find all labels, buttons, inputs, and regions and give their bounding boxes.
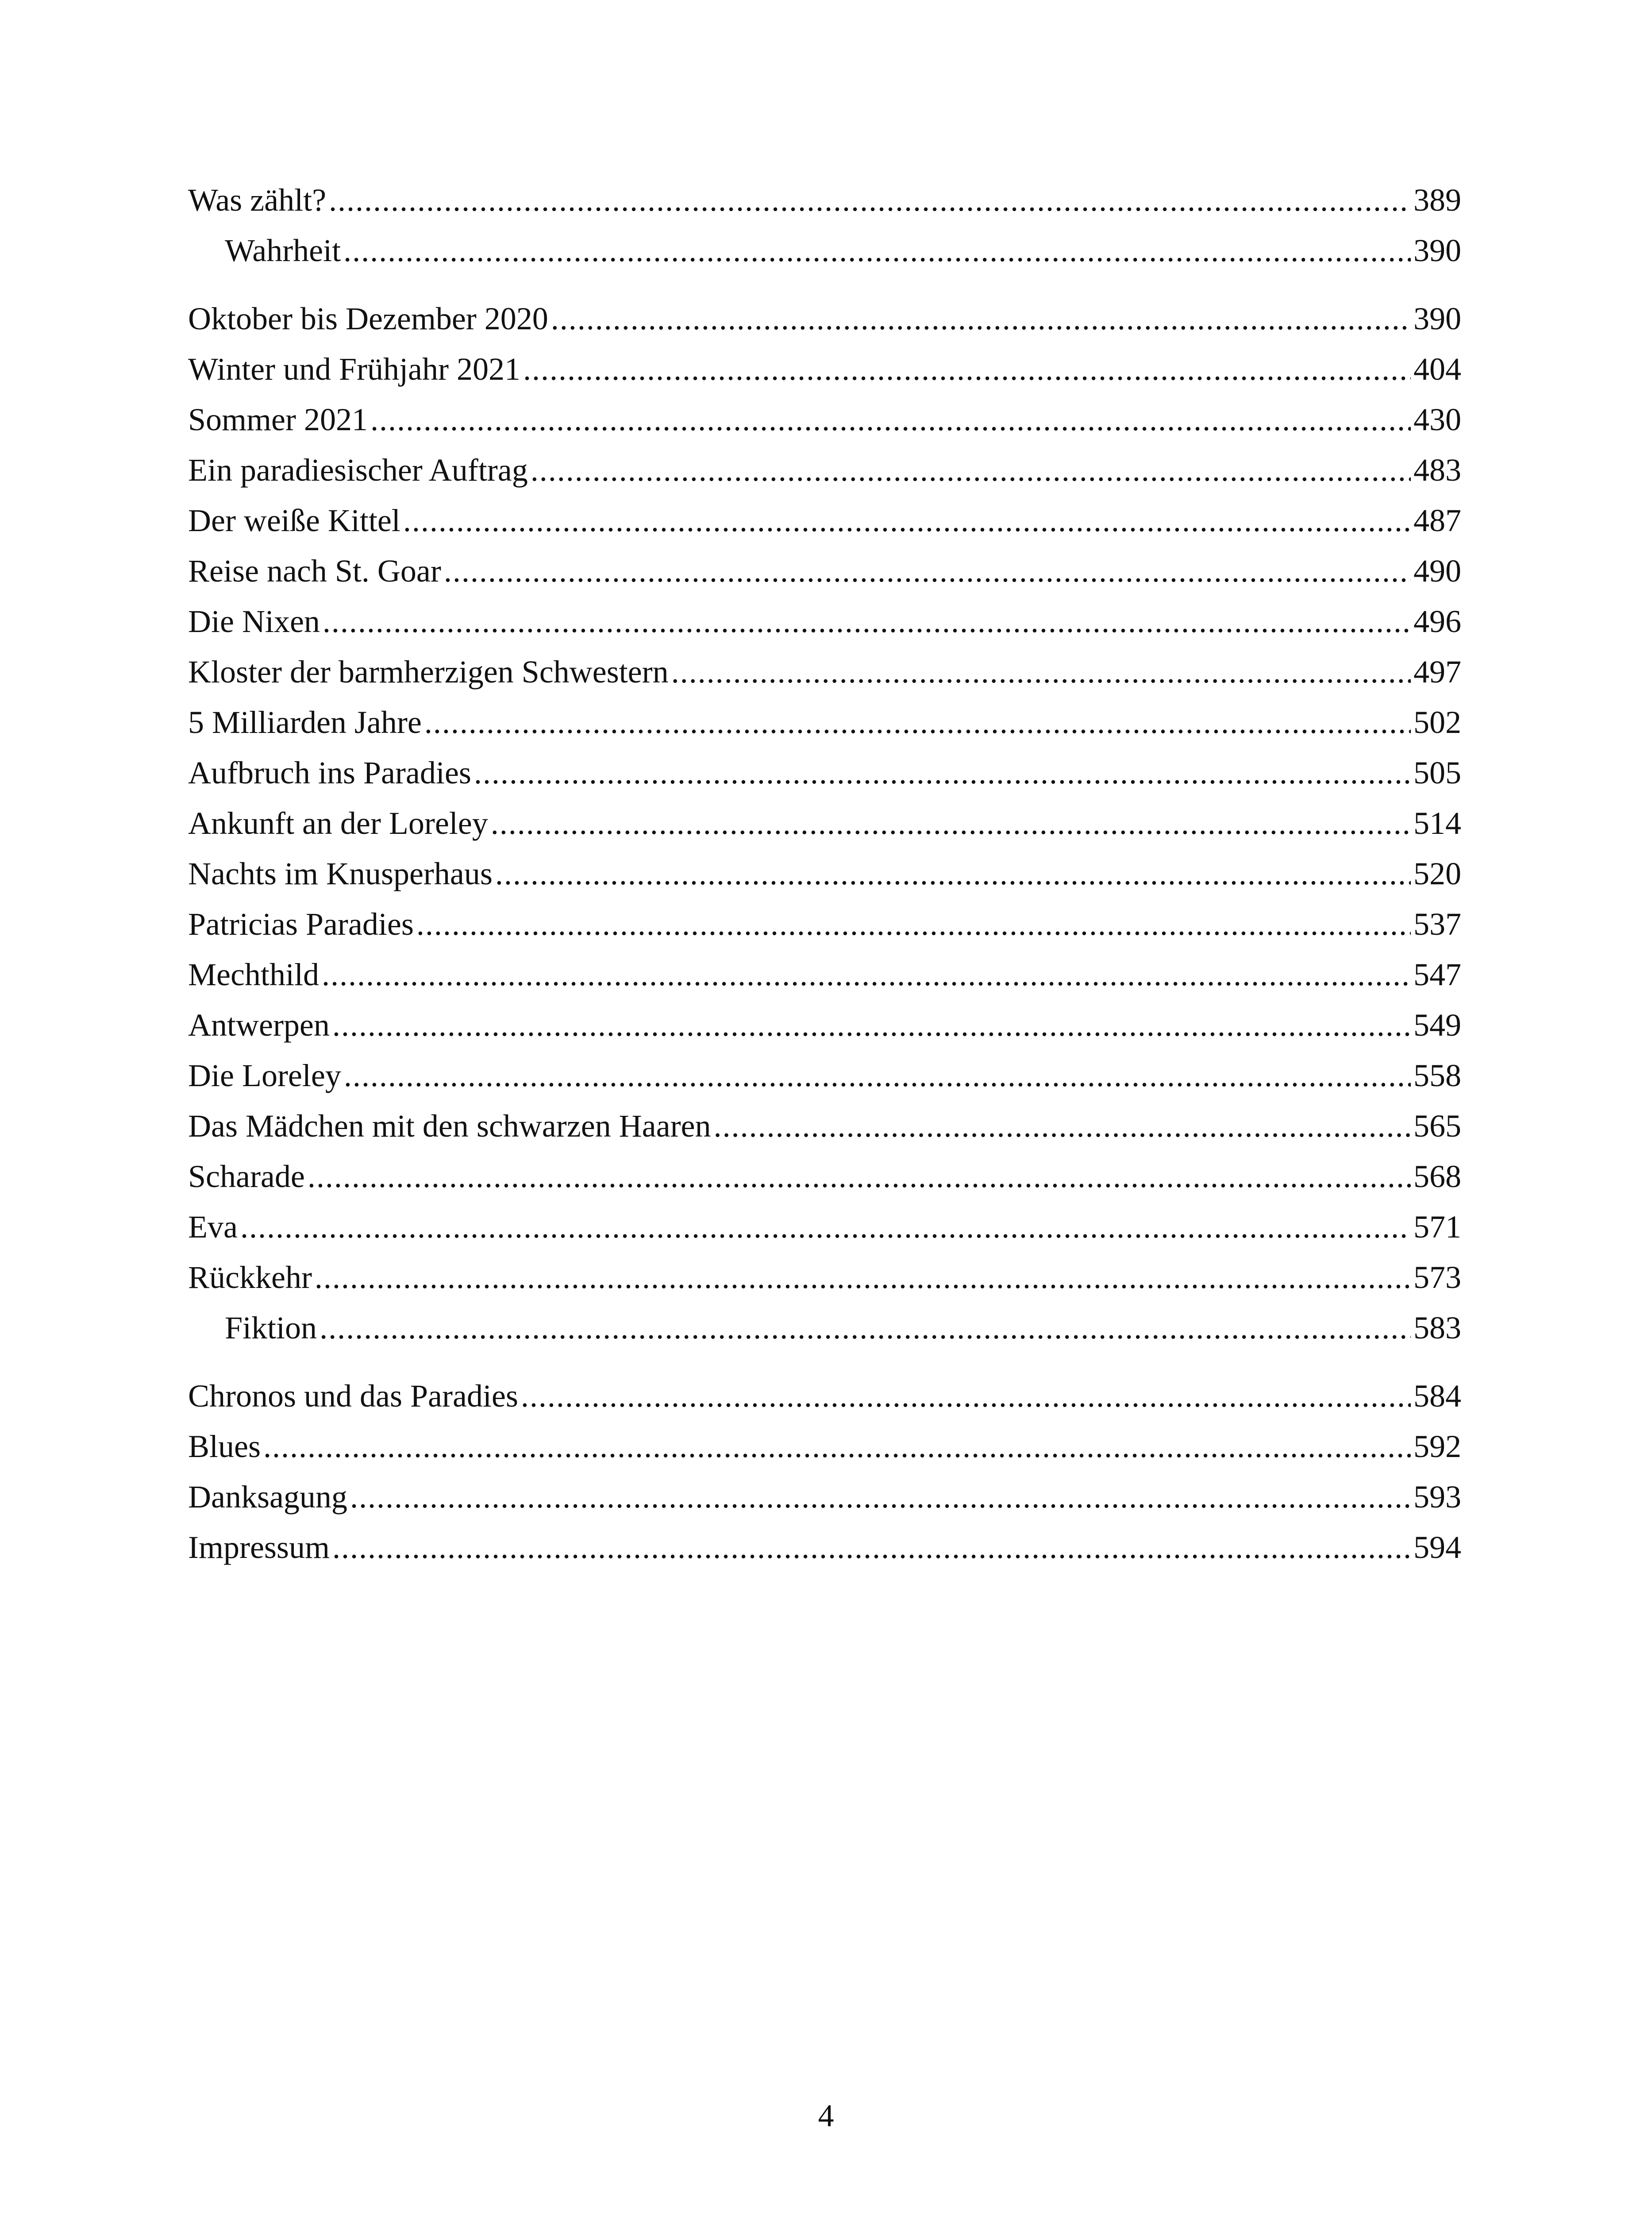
toc-entry[interactable] [188, 1101, 1461, 1151]
toc-entry-page: 497 [1413, 654, 1461, 690]
toc-entry-page: 592 [1413, 1429, 1461, 1464]
toc-entry-title: 5 Milliarden Jahre [188, 705, 422, 740]
toc-entry-page: 389 [1413, 182, 1461, 218]
toc-entry-title: Rückkehr [188, 1260, 312, 1295]
toc-entry-title: Sommer 2021 [188, 402, 368, 437]
toc-dot-leader [332, 1522, 1411, 1573]
toc-entry[interactable] [188, 596, 1461, 647]
toc-entry-page: 514 [1413, 806, 1461, 841]
toc-entry-title: Das Mädchen mit den schwarzen Haaren [188, 1108, 711, 1144]
toc-dot-leader [329, 175, 1411, 225]
toc-dot-leader [308, 1151, 1411, 1202]
toc-dot-leader [531, 445, 1411, 495]
toc-dot-leader [521, 1371, 1411, 1421]
toc-entry[interactable] [188, 1000, 1461, 1050]
toc-entry-title: Was zählt? [188, 182, 327, 218]
toc-entry-title: Die Nixen [188, 604, 320, 639]
toc-entry-title: Ein paradiesischer Auftrag [188, 452, 528, 488]
toc-entry-page: 490 [1413, 553, 1461, 589]
toc-entry-title: Winter und Frühjahr 2021 [188, 351, 520, 387]
toc-entry-title: Blues [188, 1429, 261, 1464]
toc-entry-page: 430 [1413, 402, 1461, 437]
toc-entry-page: 594 [1413, 1530, 1461, 1565]
toc-entry-title: Ankunft an der Loreley [188, 806, 488, 841]
toc-entry[interactable] [188, 495, 1461, 546]
toc-dot-leader [344, 1050, 1411, 1101]
toc-dot-leader [424, 697, 1411, 748]
toc-dot-leader [332, 1000, 1411, 1050]
toc-entry-title: Der weiße Kittel [188, 503, 400, 538]
toc-entry-title: Die Loreley [188, 1058, 341, 1093]
toc-entry-page: 584 [1413, 1378, 1461, 1414]
toc-dot-leader [714, 1101, 1411, 1151]
toc-entry[interactable] [188, 1202, 1461, 1252]
toc-dot-leader [444, 546, 1411, 596]
toc-entry[interactable] [188, 546, 1461, 596]
toc-entry-page: 568 [1413, 1159, 1461, 1194]
toc-dot-leader [403, 495, 1411, 546]
toc-entry-title: Danksagung [188, 1479, 347, 1515]
toc-dot-leader [240, 1202, 1411, 1252]
toc-entry-page: 487 [1413, 503, 1461, 538]
toc-dot-leader [551, 293, 1411, 344]
toc-entry[interactable] [188, 225, 1461, 276]
toc-dot-leader [320, 1303, 1411, 1353]
toc-dot-leader [350, 1472, 1411, 1522]
toc-dot-leader [323, 596, 1411, 647]
toc-entry[interactable] [188, 1151, 1461, 1202]
toc-entry-page: 583 [1413, 1310, 1461, 1346]
toc-entry[interactable] [188, 848, 1461, 899]
toc-entry-page: 549 [1413, 1007, 1461, 1043]
toc-entry-page: 537 [1413, 906, 1461, 942]
toc-dot-leader [263, 1421, 1411, 1472]
toc-dot-leader [370, 394, 1411, 445]
table-of-contents [188, 175, 1461, 1573]
toc-entry[interactable] [188, 899, 1461, 949]
toc-entry[interactable] [188, 748, 1461, 798]
toc-entry-title: Eva [188, 1209, 238, 1245]
toc-entry[interactable] [188, 394, 1461, 445]
toc-entry-page: 520 [1413, 856, 1461, 891]
toc-entry[interactable] [188, 1303, 1461, 1353]
toc-entry-page: 502 [1413, 705, 1461, 740]
toc-entry[interactable] [188, 1421, 1461, 1472]
toc-entry[interactable] [188, 697, 1461, 748]
toc-dot-leader [343, 225, 1411, 276]
toc-entry[interactable] [188, 647, 1461, 697]
toc-entry-title: Kloster der barmherzigen Schwestern [188, 654, 669, 690]
toc-entry[interactable] [188, 175, 1461, 225]
toc-entry-page: 390 [1413, 233, 1461, 268]
toc-entry[interactable] [188, 949, 1461, 1000]
toc-entry-title: Mechthild [188, 957, 319, 992]
toc-entry-page: 496 [1413, 604, 1461, 639]
toc-entry-page: 390 [1413, 301, 1461, 336]
toc-dot-leader [416, 899, 1411, 949]
toc-entry[interactable] [188, 445, 1461, 495]
toc-entry-page: 573 [1413, 1260, 1461, 1295]
page-number: 4 [818, 2098, 834, 2133]
toc-entry[interactable] [188, 798, 1461, 848]
toc-entry-title: Patricias Paradies [188, 906, 414, 942]
toc-dot-leader [322, 949, 1411, 1000]
toc-entry-title: Wahrheit [225, 233, 341, 268]
toc-entry-title: Reise nach St. Goar [188, 553, 441, 589]
toc-entry-title: Chronos und das Paradies [188, 1378, 518, 1414]
toc-entry-title: Oktober bis Dezember 2020 [188, 301, 548, 336]
toc-dot-leader [671, 647, 1411, 697]
toc-entry-page: 558 [1413, 1058, 1461, 1093]
toc-entry-title: Antwerpen [188, 1007, 330, 1043]
toc-entry[interactable] [188, 1050, 1461, 1101]
toc-entry-page: 593 [1413, 1479, 1461, 1515]
toc-dot-leader [491, 798, 1411, 848]
toc-entry-page: 404 [1413, 351, 1461, 387]
toc-entry[interactable] [188, 344, 1461, 394]
toc-entry[interactable] [188, 1522, 1461, 1573]
toc-entry-title: Impressum [188, 1530, 330, 1565]
toc-dot-leader [474, 748, 1411, 798]
toc-entry-title: Scharade [188, 1159, 305, 1194]
toc-entry[interactable] [188, 1252, 1461, 1303]
toc-dot-leader [523, 344, 1411, 394]
toc-entry-title: Fiktion [225, 1310, 317, 1346]
toc-entry-page: 547 [1413, 957, 1461, 992]
toc-dot-leader [315, 1252, 1411, 1303]
toc-entry-title: Aufbruch ins Paradies [188, 755, 471, 790]
toc-entry[interactable] [188, 293, 1461, 344]
toc-entry-page: 483 [1413, 452, 1461, 488]
toc-dot-leader [495, 848, 1411, 899]
toc-entry-page: 571 [1413, 1209, 1461, 1245]
toc-entry[interactable] [188, 1371, 1461, 1421]
toc-entry-page: 565 [1413, 1108, 1461, 1144]
toc-entry[interactable] [188, 1472, 1461, 1522]
toc-entry-title: Nachts im Knusperhaus [188, 856, 493, 891]
toc-entry-page: 505 [1413, 755, 1461, 790]
